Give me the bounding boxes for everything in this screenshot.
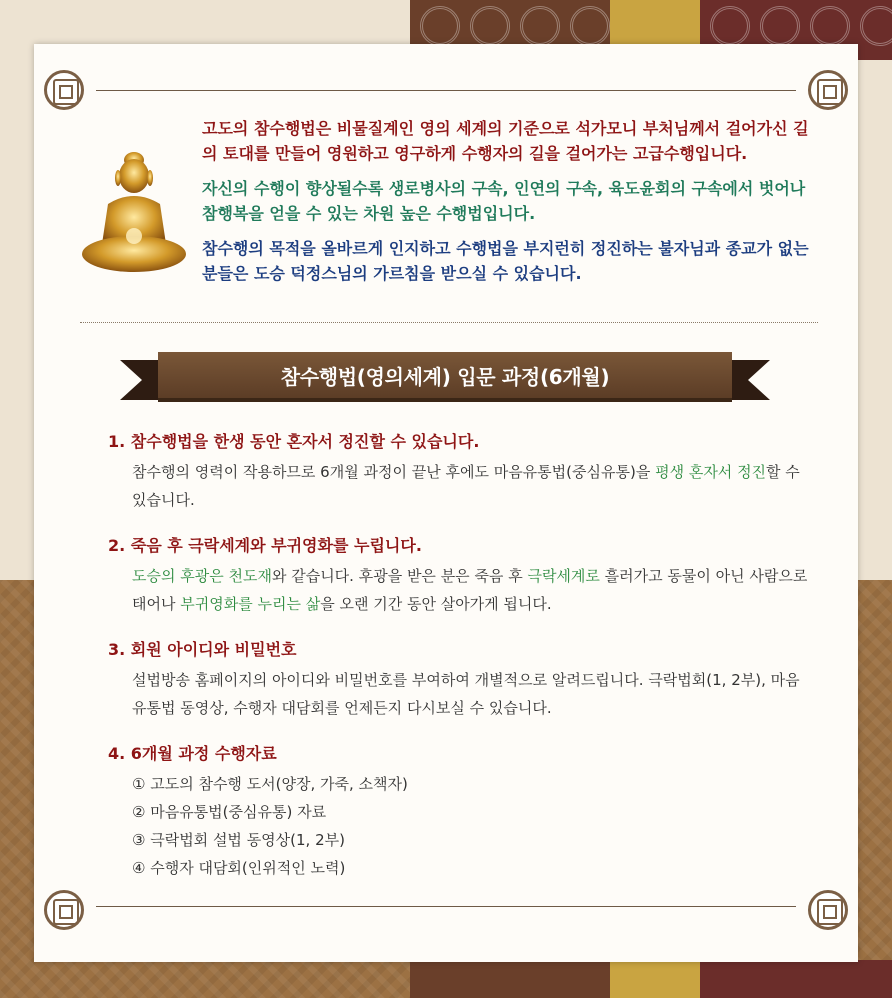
- item-body: 참수행의 영력이 작용하므로 6개월 과정이 끝난 후에도 마음유통법(중심유통)을 평생 혼자서 정진할 수 있습니다.: [132, 463, 800, 509]
- intro-text: [202, 116, 822, 296]
- intro-paragraph: 고도의 참수행법은 비물질계인 영의 세계의 기준으로 석가모니 부처님께서 걸어가신 길의 토대를 만들어 영원하고 영구하게 수행자의 길을 걸어가는 고급수행입니다.: [202, 119, 809, 163]
- intro-paragraph: 참수행의 목적을 올바르게 인지하고 수행법을 부지런히 정진하는 불자님과 종교가 없는 분들은 도승 덕정스님의 가르침을 받으실 수 있습니다.: [202, 239, 809, 283]
- benefit-list: [108, 430, 808, 902]
- item-title: 3. 회원 아이디와 비밀번호: [108, 640, 297, 659]
- intro-paragraph: 자신의 수행이 향상될수록 생로병사의 구속, 인연의 구속, 육도윤회의 구속에서 벗어나 참행복을 얻을 수 있는 차원 높은 수행법입니다.: [202, 179, 806, 223]
- item-title: 2. 죽음 후 극락세계와 부귀영화를 누립니다.: [108, 536, 422, 555]
- supply-item: ④ 수행자 대담회(인위적인 노력): [132, 859, 346, 877]
- buddha-statue-icon: [78, 144, 190, 274]
- list-item: [108, 430, 808, 514]
- supply-item: ① 고도의 참수행 도서(양장, 가죽, 소책자): [132, 775, 408, 793]
- ornament-icon: [808, 70, 848, 110]
- section-banner: [120, 348, 770, 408]
- decor-stripe: [700, 960, 892, 998]
- decor-stripe: [410, 960, 610, 998]
- list-item: [108, 534, 808, 618]
- ornament-icon: [44, 70, 84, 110]
- supply-item: ② 마음유통법(중심유통) 자료: [132, 803, 327, 821]
- dotted-divider: [80, 322, 818, 323]
- list-item: [108, 638, 808, 722]
- supply-list: [108, 770, 808, 882]
- banner-title: 참수행법(영의세계) 입문 과정(6개월): [158, 352, 732, 402]
- decor-stripe: [610, 960, 700, 998]
- item-body: 설법방송 홈페이지의 아이디와 비밀번호를 부여하여 개별적으로 알려드립니다. 극락법회(1, 2부), 마음유통법 동영상, 수행자 대담회를 언제든지 다시보실 수 있습니다.: [132, 671, 800, 717]
- divider-line: [96, 906, 796, 907]
- divider-line: [96, 90, 796, 91]
- content-panel: [34, 44, 858, 962]
- item-title: 4. 6개월 과정 수행자료: [108, 744, 277, 763]
- item-title: 1. 참수행법을 한생 동안 혼자서 정진할 수 있습니다.: [108, 432, 480, 451]
- list-item: [108, 742, 808, 882]
- supply-item: ③ 극락법회 설법 동영상(1, 2부): [132, 831, 345, 849]
- item-body: 도승의 후광은 천도재와 같습니다. 후광을 받은 분은 죽음 후 극락세계로 흘러가고 동물이 아닌 사람으로 태어나 부귀영화를 누리는 삶을 오랜 기간 동안 살아가게 됩니다.: [132, 567, 808, 613]
- ornament-icon: [44, 890, 84, 930]
- ornament-icon: [808, 890, 848, 930]
